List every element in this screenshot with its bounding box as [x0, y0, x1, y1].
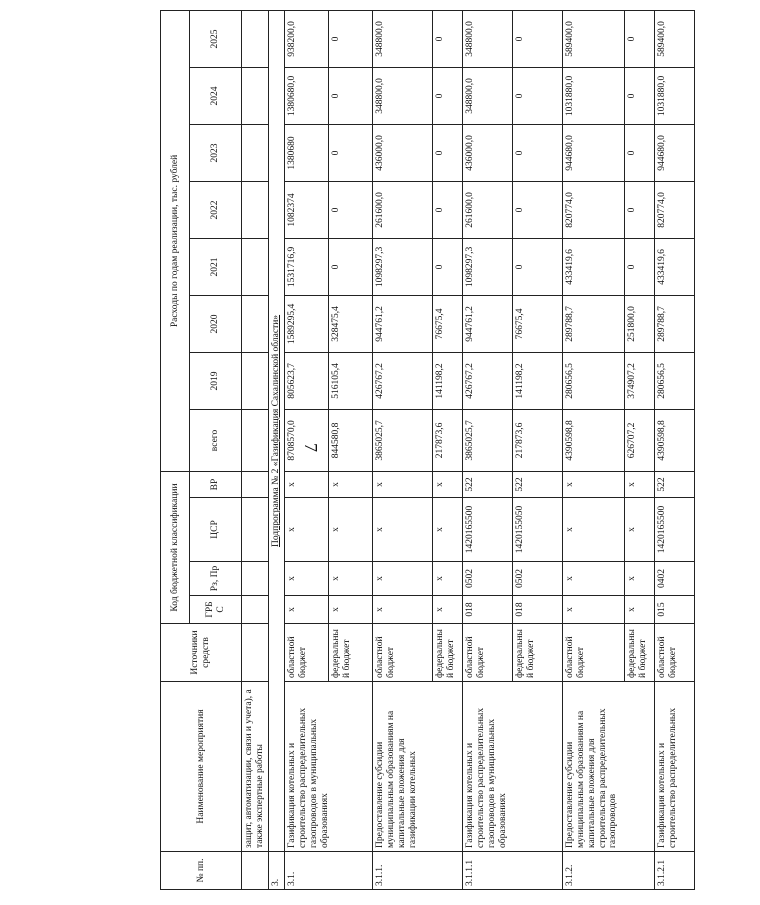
section-row: [268, 10, 284, 889]
year-value-cell: 426767,2: [462, 352, 512, 409]
year-value-cell: 944680,0: [654, 124, 694, 181]
vr-cell: x: [372, 471, 432, 497]
year-value-cell: 820774,0: [562, 181, 624, 238]
row-number: 3.1.2.1: [654, 852, 694, 890]
grbs-cell: x: [432, 596, 462, 624]
year-value-cell: 1380680: [284, 124, 328, 181]
csr-cell: 1420165500: [654, 498, 694, 562]
year-value-cell: 141198,2: [432, 352, 462, 409]
year-value-cell: 251800,0: [624, 295, 654, 352]
header-year: 2021: [190, 238, 242, 295]
year-value-cell: 374907,2: [624, 352, 654, 409]
header-year: 2025: [190, 10, 242, 67]
header-csr: ЦСР: [190, 498, 242, 562]
header-total: всего: [190, 409, 242, 471]
rzpr-cell: x: [562, 562, 624, 596]
section-number: 3.: [268, 852, 284, 890]
year-value-cell: 0: [624, 181, 654, 238]
csr-cell: x: [284, 498, 328, 562]
grbs-cell: x: [372, 596, 432, 624]
row-number: 3.1.: [284, 852, 372, 890]
csr-cell: x: [372, 498, 432, 562]
header-year: 2022: [190, 181, 242, 238]
source-cell: федеральный бюджет: [432, 624, 462, 682]
year-value-cell: 0: [624, 67, 654, 124]
year-value-cell: 261600,0: [372, 181, 432, 238]
row-number: 3.1.2.: [562, 852, 654, 890]
table-row: [654, 10, 694, 889]
year-value-cell: 0: [512, 67, 562, 124]
csr-cell: x: [328, 498, 372, 562]
year-value-cell: 348800,0: [372, 10, 432, 67]
total-cell: 217873,6: [432, 409, 462, 471]
grbs-cell: 015: [654, 596, 694, 624]
row-number: 3.1.1.1: [462, 852, 562, 890]
page-number: 7: [301, 443, 321, 452]
total-cell: 8708570,0: [284, 409, 328, 471]
year-value-cell: 1031880,0: [654, 67, 694, 124]
total-cell: 844580,8: [328, 409, 372, 471]
year-value-cell: 280656,5: [654, 352, 694, 409]
year-value-cell: 436000,0: [372, 124, 432, 181]
header-name: Наименование мероприятия: [161, 682, 242, 852]
rzpr-cell: x: [372, 562, 432, 596]
year-value-cell: 938200,0: [284, 10, 328, 67]
year-value-cell: 944761,2: [462, 295, 512, 352]
header-budget-code: Код бюджетной классификации: [161, 471, 190, 623]
vr-cell: 522: [654, 471, 694, 497]
header-year: 2024: [190, 67, 242, 124]
header-no: № пп.: [161, 852, 242, 890]
source-cell: областной бюджет: [372, 624, 432, 682]
total-cell: 4390598,8: [562, 409, 624, 471]
year-value-cell: 1531716,9: [284, 238, 328, 295]
header-rzpr: Рз, Пр: [190, 562, 242, 596]
csr-cell: 1420165500: [462, 498, 512, 562]
year-value-cell: 0: [512, 238, 562, 295]
header-vr: ВР: [190, 471, 242, 497]
year-value-cell: 433419,6: [562, 238, 624, 295]
year-value-cell: 0: [624, 10, 654, 67]
table-row: [372, 10, 432, 889]
vr-cell: x: [328, 471, 372, 497]
grbs-cell: x: [562, 596, 624, 624]
total-cell: 4390598,8: [654, 409, 694, 471]
header-year: 2023: [190, 124, 242, 181]
year-value-cell: 0: [432, 238, 462, 295]
total-cell: 217873,6: [512, 409, 562, 471]
continuation-row: [242, 10, 269, 889]
expenses-table: [160, 10, 695, 890]
year-value-cell: 0: [624, 238, 654, 295]
total-cell: 626707,2: [624, 409, 654, 471]
source-cell: федеральный бюджет: [512, 624, 562, 682]
year-value-cell: 348800,0: [372, 67, 432, 124]
header-year: 2020: [190, 295, 242, 352]
csr-cell: x: [562, 498, 624, 562]
table-row: [562, 10, 624, 889]
year-value-cell: 141198,2: [512, 352, 562, 409]
grbs-cell: 018: [462, 596, 512, 624]
year-value-cell: 289788,7: [654, 295, 694, 352]
year-value-cell: 820774,0: [654, 181, 694, 238]
year-value-cell: 426767,2: [372, 352, 432, 409]
year-value-cell: 289788,7: [562, 295, 624, 352]
year-value-cell: 76675,4: [432, 295, 462, 352]
vr-cell: 522: [462, 471, 512, 497]
rotated-page: [160, 10, 760, 890]
year-value-cell: 589400,0: [562, 10, 624, 67]
row-name: Газификация котельных и строительство распределительных: [654, 682, 694, 852]
source-cell: федеральный бюджет: [328, 624, 372, 682]
vr-cell: 522: [512, 471, 562, 497]
source-cell: областной бюджет: [462, 624, 512, 682]
year-value-cell: 348800,0: [462, 10, 512, 67]
year-value-cell: 944680,0: [562, 124, 624, 181]
year-value-cell: 589400,0: [654, 10, 694, 67]
rzpr-cell: x: [432, 562, 462, 596]
year-value-cell: 0: [328, 181, 372, 238]
grbs-cell: x: [328, 596, 372, 624]
header-expenses: Расходы по годам реализации, тыс. рублей: [161, 10, 190, 471]
rzpr-cell: x: [328, 562, 372, 596]
rzpr-cell: x: [284, 562, 328, 596]
year-value-cell: 1380680,0: [284, 67, 328, 124]
year-value-cell: 436000,0: [462, 124, 512, 181]
year-value-cell: 76675,4: [512, 295, 562, 352]
source-cell: областной бюджет: [562, 624, 624, 682]
year-value-cell: 0: [432, 181, 462, 238]
year-value-cell: 805623,7: [284, 352, 328, 409]
year-value-cell: 328475,4: [328, 295, 372, 352]
year-value-cell: 0: [512, 181, 562, 238]
vr-cell: x: [432, 471, 462, 497]
year-value-cell: 0: [512, 10, 562, 67]
year-value-cell: 0: [328, 10, 372, 67]
rzpr-cell: 0402: [654, 562, 694, 596]
year-value-cell: 1082374: [284, 181, 328, 238]
year-value-cell: 348800,0: [462, 67, 512, 124]
rzpr-cell: x: [624, 562, 654, 596]
year-value-cell: 0: [432, 10, 462, 67]
source-cell: областной бюджет: [654, 624, 694, 682]
year-value-cell: 0: [432, 124, 462, 181]
year-value-cell: 944761,2: [372, 295, 432, 352]
year-value-cell: 433419,6: [654, 238, 694, 295]
year-value-cell: 261600,0: [462, 181, 512, 238]
continuation-text: защит, автоматизации, связи и учета), а также экспертные работы: [242, 682, 269, 852]
row-name: Газификация котельных и строительство распределительных газопроводов в муниципальных образованиях: [462, 682, 562, 852]
total-cell: 3865025,7: [462, 409, 512, 471]
table-row: [284, 10, 328, 889]
year-value-cell: 0: [328, 238, 372, 295]
year-value-cell: 1589295,4: [284, 295, 328, 352]
row-name: Газификация котельных и строительство распределительных газопроводов в муниципальных образованиях: [284, 682, 372, 852]
row-name: Предоставление субсидии муниципальным образованиям на капитальные вложения для газификации котельных: [372, 682, 462, 852]
grbs-cell: x: [624, 596, 654, 624]
year-value-cell: 1098297,3: [372, 238, 432, 295]
year-value-cell: 0: [328, 67, 372, 124]
header-grbs: ГРБС: [190, 596, 242, 624]
year-value-cell: 0: [624, 124, 654, 181]
header-year: 2019: [190, 352, 242, 409]
vr-cell: x: [562, 471, 624, 497]
csr-cell: x: [624, 498, 654, 562]
vr-cell: x: [284, 471, 328, 497]
year-value-cell: 0: [328, 124, 372, 181]
header-source: Источники средств: [161, 624, 242, 682]
year-value-cell: 0: [512, 124, 562, 181]
section-title: Подпрограмма № 2 «Газификация Сахалинской области»: [270, 314, 281, 548]
source-cell: федеральный бюджет: [624, 624, 654, 682]
grbs-cell: x: [284, 596, 328, 624]
year-value-cell: 0: [432, 67, 462, 124]
year-value-cell: 516105,4: [328, 352, 372, 409]
vr-cell: x: [624, 471, 654, 497]
source-cell: областной бюджет: [284, 624, 328, 682]
year-value-cell: 280656,5: [562, 352, 624, 409]
rzpr-cell: 0502: [462, 562, 512, 596]
csr-cell: x: [432, 498, 462, 562]
table-row: [462, 10, 512, 889]
row-number: 3.1.1.: [372, 852, 462, 890]
grbs-cell: 018: [512, 596, 562, 624]
year-value-cell: 1098297,3: [462, 238, 512, 295]
csr-cell: 1420155050: [512, 498, 562, 562]
rzpr-cell: 0502: [512, 562, 562, 596]
total-cell: 3865025,7: [372, 409, 432, 471]
year-value-cell: 1031880,0: [562, 67, 624, 124]
row-name: Предоставление субсидии муниципальным образованиям на капитальные вложения для строительства распределительных газопроводов: [562, 682, 654, 852]
